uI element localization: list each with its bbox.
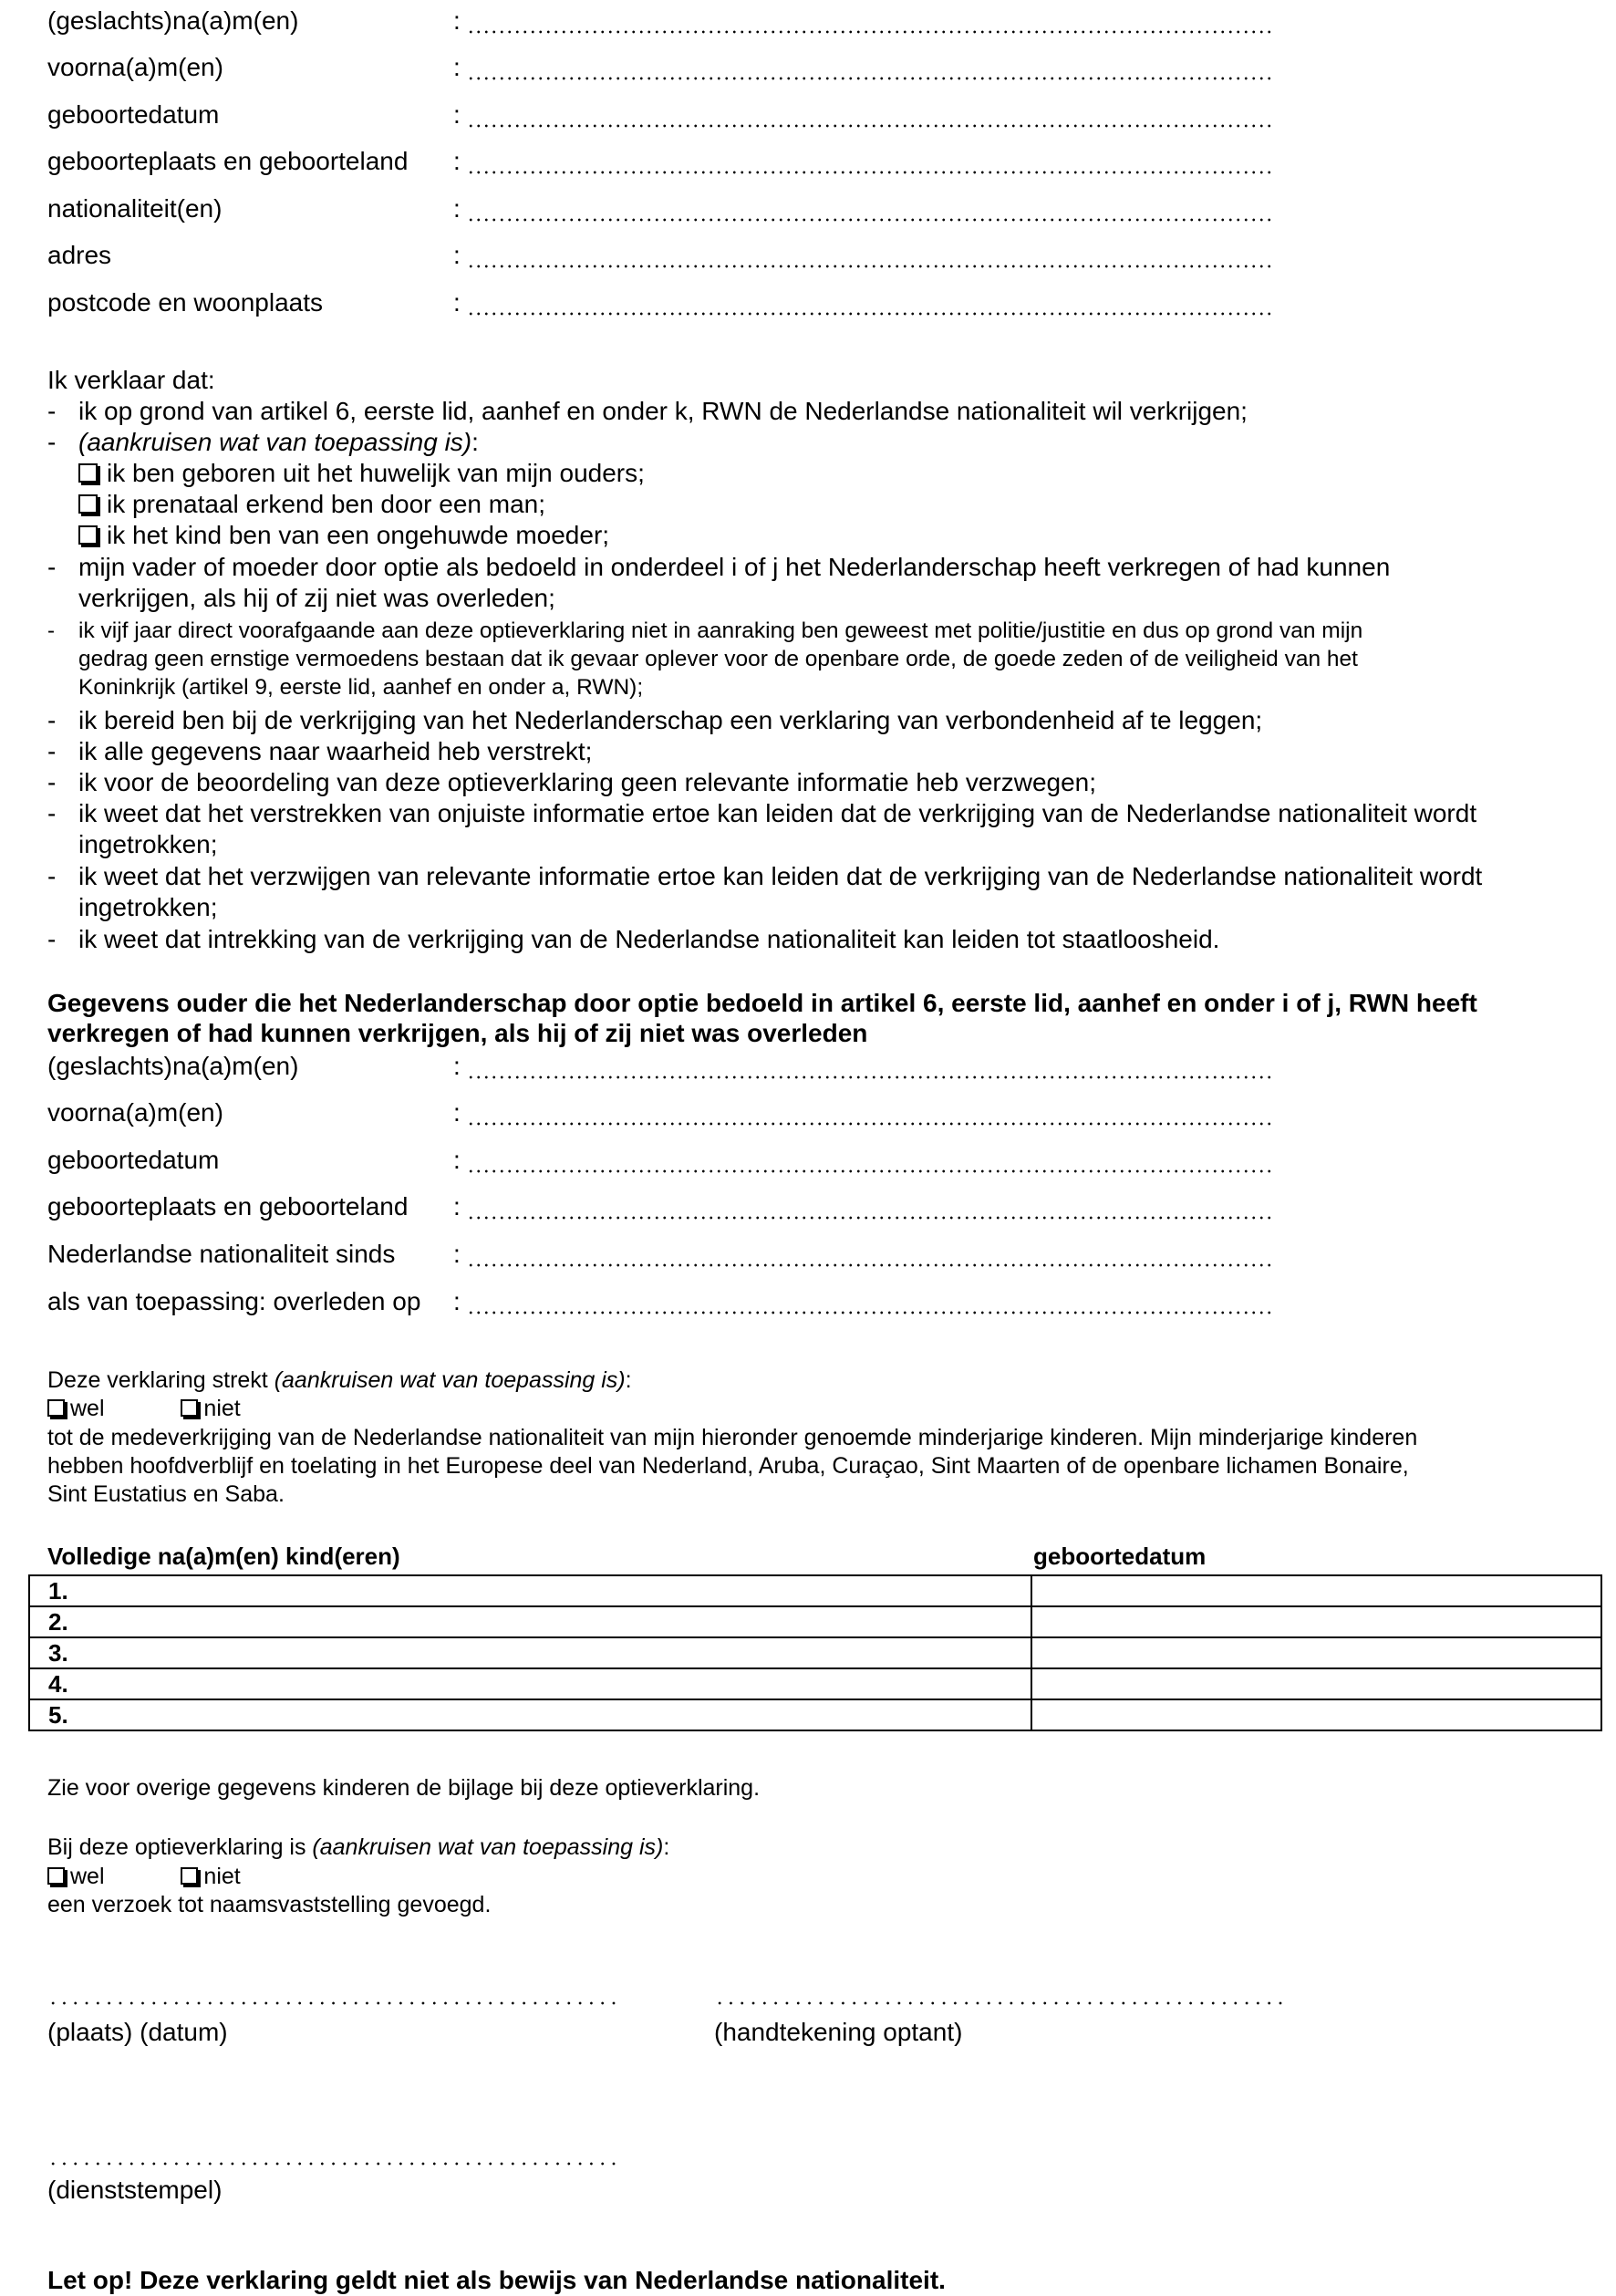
bullet-dash: -: [47, 618, 55, 643]
field-label-surname: (geslachts)na(a)m(en): [47, 6, 299, 35]
bullet-dash: -: [47, 925, 57, 953]
instruction-suffix: :: [471, 428, 479, 456]
field-colon: :: [453, 1098, 461, 1127]
child-name-cell[interactable]: [29, 1699, 1031, 1730]
option-niet-label: niet: [203, 1864, 241, 1889]
field-label-nationality: nationaliteit(en): [47, 194, 223, 223]
parent-nationality-since-field[interactable]: [467, 1263, 1274, 1267]
name-request-text: een verzoek tot naamsvaststelling gevoegd.: [47, 1892, 492, 1917]
field-label-firstnames: voorna(a)m(en): [47, 53, 223, 81]
option-wel-label: wel: [70, 1864, 105, 1889]
table-row: [29, 1575, 1601, 1606]
field-colon: :: [453, 100, 461, 129]
declaration-item: ik weet dat intrekking van de verkrijging van de Nederlandse nationaliteit kan leiden tot staatloosheid.: [78, 925, 1220, 953]
field-label-birthplace: geboorteplaats en geboorteland: [47, 147, 409, 175]
children-table-header-birthdate: geboortedatum: [1033, 1543, 1207, 1570]
declaration-item: ik weet dat het verstrekken van onjuiste informatie ertoe kan leiden dat de verkrijging van de Nederlandse nationaliteit wordt: [78, 799, 1477, 827]
table-row: [29, 1699, 1601, 1730]
parent-surname-field[interactable]: [467, 1075, 1274, 1079]
children-extension-text-cont: hebben hoofdverblijf en toelating in het Europese deel van Nederland, Aruba, Curaçao, Sint Maarten of de openbare lichamen Bonaire,: [47, 1453, 1409, 1479]
parent-birthdate-field[interactable]: [467, 1169, 1274, 1173]
declaration-item: ik vijf jaar direct voorafgaande aan deze optieverklaring niet in aanraking ben geweest met politie/justitie en dus op grond van mijn: [78, 618, 1363, 643]
bullet-dash: -: [47, 706, 57, 734]
bullet-dash: -: [47, 428, 57, 456]
declaration-item: ik alle gegevens naar waarheid heb verstrekt;: [78, 737, 593, 765]
child-name-cell[interactable]: [29, 1606, 1031, 1637]
field-colon: :: [453, 1146, 461, 1174]
declaration-item: [78, 427, 479, 458]
field-label-postcode-city: postcode en woonplaats: [47, 288, 323, 317]
child-name-cell[interactable]: [29, 1668, 1031, 1699]
declaration-item: ik op grond van artikel 6, eerste lid, aanhef en onder k, RWN de Nederlandse nationaliteit wil verkrijgen;: [78, 397, 1248, 425]
prompt-italic: (aankruisen wat van toepassing is): [312, 1834, 664, 1860]
row-number: 3.: [48, 1639, 68, 1667]
field-colon: :: [453, 1052, 461, 1080]
surname-field[interactable]: [467, 30, 1274, 34]
field-colon: :: [453, 241, 461, 269]
declaration-item: ik bereid ben bij de verkrijging van het Nederlanderschap een verklaring van verbondenheid af te leggen;: [78, 706, 1263, 734]
field-colon: :: [453, 6, 461, 35]
child-birthdate-cell[interactable]: [1031, 1606, 1601, 1637]
declaration-intro: Ik verklaar dat:: [47, 366, 215, 394]
field-label-address: adres: [47, 241, 112, 269]
field-colon: :: [453, 53, 461, 81]
table-row: [29, 1668, 1601, 1699]
checkbox-prenatal-recognition[interactable]: [78, 494, 98, 514]
parent-heading: Gegevens ouder die het Nederlanderschap door optie bedoeld in artikel 6, eerste lid, aanhef en onder i of j, RWN heeft: [47, 989, 1477, 1017]
field-colon: :: [453, 288, 461, 317]
nationality-field[interactable]: [467, 218, 1274, 222]
table-row: [29, 1637, 1601, 1668]
parent-deceased-on-field[interactable]: [467, 1311, 1274, 1314]
bullet-dash: -: [47, 862, 57, 890]
parent-field-label-surname: (geslachts)na(a)m(en): [47, 1052, 299, 1080]
signature-field[interactable]: [714, 2001, 1284, 2005]
option-born-in-marriage: [78, 458, 645, 489]
field-colon: :: [453, 1192, 461, 1221]
option-niet-label: niet: [203, 1396, 241, 1421]
child-name-cell[interactable]: [29, 1637, 1031, 1668]
declaration-item-cont: ingetrokken;: [78, 830, 218, 858]
child-birthdate-cell[interactable]: [1031, 1637, 1601, 1668]
parent-field-label-deceased-on: als van toepassing: overleden op: [47, 1287, 421, 1315]
row-number: 5.: [48, 1701, 68, 1729]
stamp-label: (dienststempel): [47, 2176, 223, 2204]
bullet-dash: -: [47, 397, 57, 425]
row-number: 1.: [48, 1577, 68, 1605]
option-prenatal-recognition: [78, 489, 545, 520]
prompt-italic: (aankruisen wat van toepassing is): [274, 1367, 626, 1393]
checkbox-children-niet[interactable]: [181, 1399, 198, 1417]
parent-field-label-birthdate: geboortedatum: [47, 1146, 220, 1174]
address-field[interactable]: [467, 265, 1274, 268]
bullet-dash: -: [47, 799, 57, 827]
instruction-italic: (aankruisen wat van toepassing is): [78, 428, 472, 456]
field-label-birthdate: geboortedatum: [47, 100, 220, 129]
children-extension-text: tot de medeverkrijging van de Nederlandse nationaliteit van mijn hieronder genoemde minderjarige kinderen. Mijn minderjarige kinderen: [47, 1425, 1418, 1450]
field-colon: :: [453, 147, 461, 175]
child-birthdate-cell[interactable]: [1031, 1699, 1601, 1730]
parent-field-label-nationality-since: Nederlandse nationaliteit sinds: [47, 1240, 396, 1268]
postcode-city-field[interactable]: [467, 312, 1274, 316]
declaration-item-cont: gedrag geen ernstige vermoedens bestaan dat ik gevaar oplever voor de openbare orde, de goede zeden of de veiligheid van het: [78, 647, 1358, 671]
name-request-prompt: [47, 1834, 669, 1862]
parent-firstnames-field[interactable]: [467, 1122, 1274, 1126]
prompt-text: Bij deze optieverklaring is: [47, 1834, 313, 1860]
checkbox-born-in-marriage[interactable]: [78, 463, 98, 483]
checkbox-name-request-wel[interactable]: [47, 1867, 65, 1885]
field-colon: :: [453, 194, 461, 223]
prompt-text: Deze verklaring strekt: [47, 1367, 275, 1393]
children-extension-options: [47, 1395, 241, 1423]
declaration-item-cont: Koninkrijk (artikel 9, eerste lid, aanhef en onder a, RWN);: [78, 675, 644, 700]
option-label: ik het kind ben van een ongehuwde moeder;: [107, 521, 610, 549]
prompt-suffix: :: [663, 1834, 670, 1860]
signature-label: (handtekening optant): [714, 2018, 963, 2046]
place-date-label: (plaats) (datum): [47, 2018, 228, 2046]
bullet-dash: -: [47, 737, 57, 765]
birthdate-field[interactable]: [467, 124, 1274, 128]
prompt-suffix: :: [625, 1367, 632, 1393]
children-table: [28, 1574, 1602, 1731]
birthplace-field[interactable]: [467, 171, 1274, 174]
warning-text: Let op! Deze verklaring geldt niet als bewijs van Nederlandse nationaliteit.: [47, 2266, 946, 2294]
children-extension-prompt: [47, 1366, 632, 1395]
field-colon: :: [453, 1287, 461, 1315]
bullet-dash: -: [47, 553, 57, 581]
parent-birthplace-field[interactable]: [467, 1216, 1274, 1220]
option-label: ik ben geboren uit het huwelijk van mijn ouders;: [107, 459, 645, 487]
bullet-dash: -: [47, 768, 57, 796]
declaration-item-cont: verkrijgen, als hij of zij niet was overleden;: [78, 584, 555, 612]
table-row: [29, 1606, 1601, 1637]
appendix-note: Zie voor overige gegevens kinderen de bijlage bij deze optieverklaring.: [47, 1775, 761, 1801]
declaration-item-cont: ingetrokken;: [78, 893, 218, 921]
row-number: 2.: [48, 1608, 68, 1636]
name-request-options: [47, 1863, 241, 1891]
checkbox-unmarried-mother[interactable]: [78, 525, 98, 545]
stamp-field[interactable]: [47, 2162, 617, 2166]
checkbox-children-wel[interactable]: [47, 1399, 65, 1417]
parent-field-label-birthplace: geboorteplaats en geboorteland: [47, 1192, 409, 1221]
child-name-cell[interactable]: [29, 1575, 1031, 1606]
checkbox-name-request-niet[interactable]: [181, 1867, 198, 1885]
parent-heading-cont: verkregen of had kunnen verkrijgen, als hij of zij niet was overleden: [47, 1019, 868, 1047]
child-birthdate-cell[interactable]: [1031, 1668, 1601, 1699]
place-date-field[interactable]: [47, 2001, 617, 2005]
declaration-item: mijn vader of moeder door optie als bedoeld in onderdeel i of j het Nederlanderschap heeft verkregen of had kunnen: [78, 553, 1391, 581]
row-number: 4.: [48, 1670, 68, 1698]
children-extension-text-cont: Sint Eustatius en Saba.: [47, 1481, 285, 1507]
children-table-header-name: Volledige na(a)m(en) kind(eren): [47, 1543, 400, 1570]
firstnames-field[interactable]: [467, 77, 1274, 80]
declaration-item: ik weet dat het verzwijgen van relevante informatie ertoe kan leiden dat de verkrijging van de Nederlandse nationaliteit wordt: [78, 862, 1483, 890]
child-birthdate-cell[interactable]: [1031, 1575, 1601, 1606]
option-wel-label: wel: [70, 1396, 105, 1421]
declaration-item: ik voor de beoordeling van deze optieverklaring geen relevante informatie heb verzwegen;: [78, 768, 1097, 796]
option-unmarried-mother: [78, 520, 609, 551]
option-label: ik prenataal erkend ben door een man;: [107, 490, 545, 518]
field-colon: :: [453, 1240, 461, 1268]
parent-field-label-firstnames: voorna(a)m(en): [47, 1098, 223, 1127]
